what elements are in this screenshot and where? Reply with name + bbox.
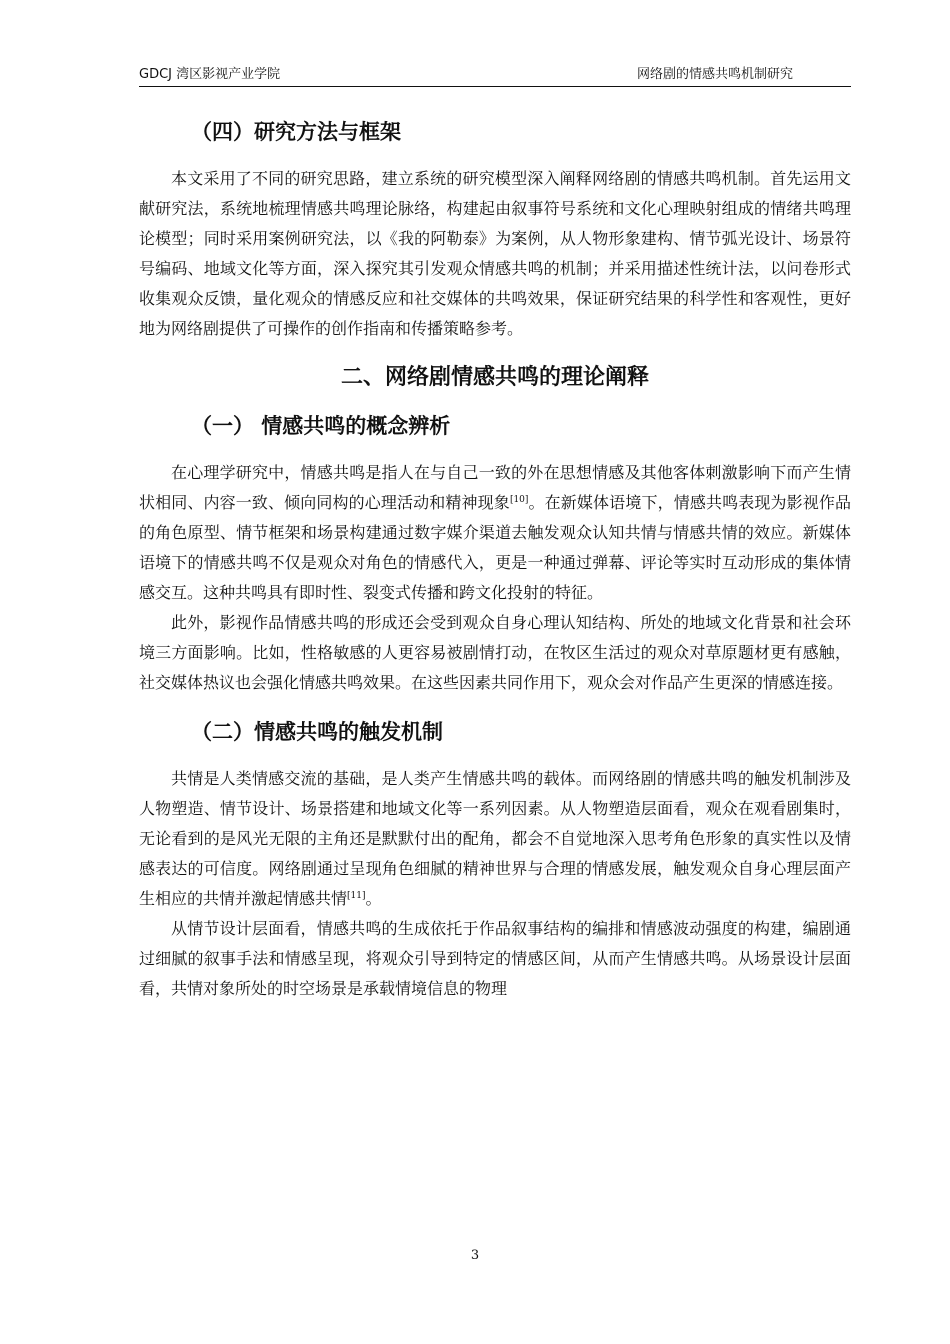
paragraph-concept-definition [139,458,851,608]
header-paper-title: 网络剧的情感共鸣机制研究 [636,67,793,82]
page-number: 3 [470,1248,480,1263]
body-content [139,112,851,1004]
paragraph-influencing-factors: 此外，影视作品情感共鸣的形成还会受到观众自身心理认知结构、所处的地域文化背景和社会环境三方面影响。比如，性格敏感的人更容易被剧情打动，在牧区生活过的观众对草原题材更有感触，社交媒体热议也会强化情感共鸣效果。在这些因素共同作用下，观众会对作品产生更深的情感连接。 [139,613,851,692]
chapter-heading-theory: 二、网络剧情感共鸣的理论阐释 [340,365,649,390]
section-heading-research-methods: （四）研究方法与框架 [191,120,401,144]
section-heading-trigger-mechanism: （二）情感共鸣的触发机制 [191,720,443,744]
citation-ref-11: [11] [347,891,366,901]
running-header [139,66,851,86]
trigger-text-part1: 共情是人类情感交流的基础，是人类产生情感共鸣的载体。而网络剧的情感共鸣的触发机制涉及人物塑造、情节设计、场景搭建和地域文化等一系列因素。从人物塑造层面看，观众在观看剧集时，无论看到的是风光无限的主角还是默默付出的配角，都会不自觉地深入思考角色形象的真实性以及情感表达的可信度。网络剧通过呈现角色细腻的精神世界与合理的情感发展，触发观众自身心理层面产生相应的共情并激起情感共情 [139,769,851,908]
citation-ref-10: [10] [509,495,529,505]
paragraph-research-methods: 本文采用了不同的研究思路，建立系统的研究模型深入阐释网络剧的情感共鸣机制。首先运用文献研究法，系统地梳理情感共鸣理论脉络，构建起由叙事符号系统和文化心理映射组成的情绪共鸣理论模型；同时采用案例研究法，以《我的阿勒泰》为案例，从人物形象建构、情节弧光设计、场景符号编码、地域文化等方面，深入探究其引发观众情感共鸣的机制；并采用描述性统计法，以问卷形式收集观众反馈，量化观众的情感反应和社交媒体的共鸣效果，保证研究结果的科学性和客观性，更好地为网络剧提供了可操作的创作指南和传播策略参考。 [139,169,851,338]
header-rule [139,86,851,87]
section-heading-concept: （一） 情感共鸣的概念辨析 [191,414,451,438]
paragraph-plot-and-scene-design: 从情节设计层面看，情感共鸣的生成依托于作品叙事结构的编排和情感波动强度的构建，编剧通过细腻的叙事手法和情感呈现，将观众引导到特定的情感区间，从而产生情感共鸣。从场景设计层面看，共情对象所处的时空场景是承载情境信息的物理 [139,919,851,998]
trigger-text-part2: 。 [365,889,382,908]
concept-text-part2: 。在新媒体语境下，情感共鸣表现为影视作品的角色原型、情节框架和场景构建通过数字媒介渠道去触发观众认知共情与情感共情的效应。新媒体语境下的情感共鸣不仅是观众对角色的情感代入，更是一种通过弹幕、评论等实时互动形成的集体情感交互。这种共鸣具有即时性、裂变式传播和跨文化投射的特征。 [139,493,851,602]
header-institution: GDCJ 湾区影视产业学院 [139,67,281,82]
paragraph-trigger-mechanism [139,764,851,914]
concept-text-part1: 在心理学研究中，情感共鸣是指人在与自己一致的外在思想情感及其他客体刺激影响下而产生情状相同、内容一致、倾向同构的心理活动和精神现象 [139,463,851,512]
